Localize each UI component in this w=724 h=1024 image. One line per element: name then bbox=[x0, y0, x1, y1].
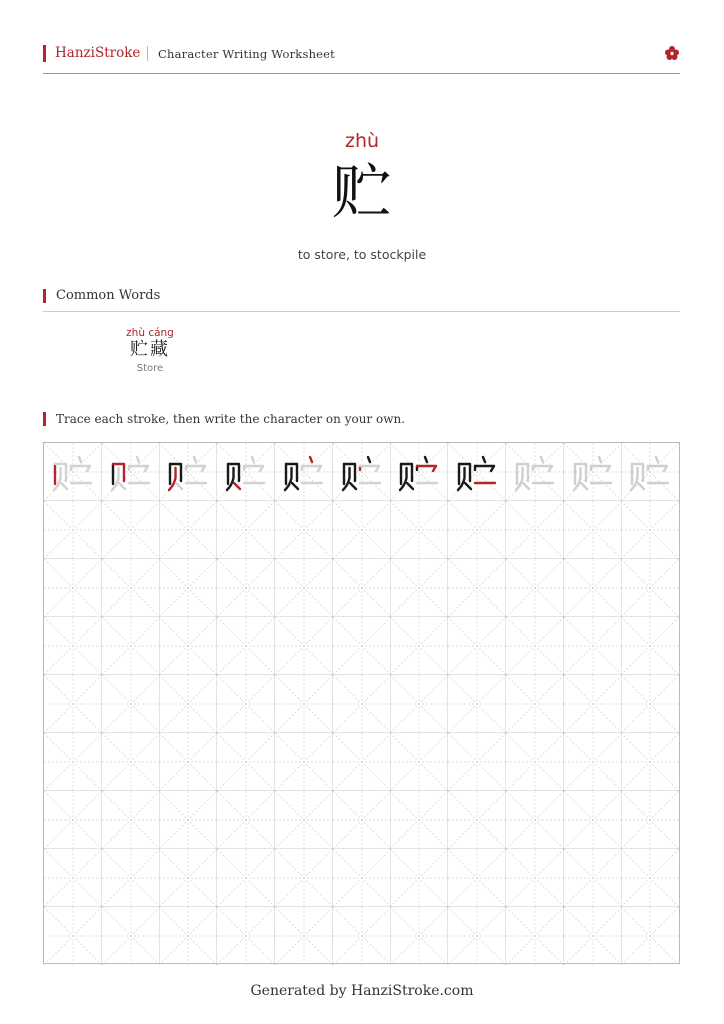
mi-grid-guide bbox=[333, 733, 391, 791]
mi-grid-guide bbox=[44, 559, 102, 617]
practice-cell[interactable] bbox=[102, 559, 160, 617]
practice-cell[interactable] bbox=[275, 559, 333, 617]
practice-cell[interactable] bbox=[275, 907, 333, 965]
practice-cell[interactable] bbox=[564, 733, 622, 791]
practice-cell[interactable] bbox=[390, 675, 448, 733]
mi-grid-guide bbox=[217, 559, 275, 617]
mi-grid-guide bbox=[621, 617, 679, 675]
practice-cell[interactable] bbox=[448, 907, 506, 965]
mi-grid-guide bbox=[506, 675, 564, 733]
practice-cell[interactable] bbox=[102, 501, 160, 559]
practice-cell[interactable] bbox=[217, 559, 275, 617]
practice-cell[interactable] bbox=[217, 501, 275, 559]
practice-cell[interactable] bbox=[102, 791, 160, 849]
practice-cell[interactable] bbox=[102, 907, 160, 965]
practice-cell[interactable] bbox=[333, 501, 391, 559]
practice-cell[interactable] bbox=[44, 559, 102, 617]
character-meaning: to store, to stockpile bbox=[297, 247, 427, 262]
stroke-order-glyph bbox=[448, 443, 506, 501]
stroke-order-row bbox=[44, 443, 679, 501]
word-pinyin: zhù cáng bbox=[126, 327, 174, 339]
brand-name[interactable]: HanziStroke bbox=[55, 45, 141, 61]
mi-grid-guide bbox=[44, 849, 102, 907]
practice-cell[interactable] bbox=[390, 849, 448, 907]
practice-cell[interactable] bbox=[564, 675, 622, 733]
brand-accent-bar bbox=[43, 45, 46, 62]
practice-cell[interactable] bbox=[621, 675, 679, 733]
practice-cell[interactable] bbox=[390, 501, 448, 559]
practice-cell[interactable] bbox=[159, 617, 217, 675]
mi-grid-guide bbox=[275, 559, 333, 617]
practice-cell[interactable] bbox=[333, 791, 391, 849]
mi-grid-guide bbox=[390, 675, 448, 733]
stroke-step-cell[interactable] bbox=[275, 443, 333, 501]
stroke-step-cell[interactable] bbox=[448, 443, 506, 501]
worksheet-header bbox=[43, 44, 680, 74]
stroke-order-glyph bbox=[44, 443, 102, 501]
practice-cell[interactable] bbox=[390, 791, 448, 849]
mi-grid-guide bbox=[333, 907, 391, 965]
mi-grid-guide bbox=[275, 501, 333, 559]
mi-grid-guide bbox=[448, 907, 506, 965]
mi-grid-guide bbox=[275, 791, 333, 849]
mi-grid-guide bbox=[448, 849, 506, 907]
mi-grid-guide bbox=[102, 907, 160, 965]
mi-grid-guide bbox=[159, 791, 217, 849]
word-hanzi: 贮藏 bbox=[130, 339, 170, 360]
stroke-order-glyph bbox=[102, 443, 160, 501]
stroke-step-cell[interactable] bbox=[44, 443, 102, 501]
mi-grid-guide bbox=[390, 733, 448, 791]
practice-cell[interactable] bbox=[275, 617, 333, 675]
mi-grid-guide bbox=[333, 559, 391, 617]
practice-row bbox=[44, 501, 679, 559]
practice-cell[interactable] bbox=[333, 559, 391, 617]
practice-instruction: Trace each stroke, then write the character on your own. bbox=[56, 412, 406, 426]
mi-grid-guide bbox=[564, 907, 622, 965]
practice-row bbox=[44, 559, 679, 617]
trace-glyph bbox=[506, 443, 564, 501]
practice-cell[interactable] bbox=[102, 617, 160, 675]
common-words-title: Common Words bbox=[56, 288, 161, 303]
mi-grid-guide bbox=[333, 501, 391, 559]
practice-cell[interactable] bbox=[390, 617, 448, 675]
mi-grid-guide bbox=[102, 617, 160, 675]
practice-cell[interactable] bbox=[102, 849, 160, 907]
mi-grid-guide bbox=[448, 733, 506, 791]
mi-grid-guide bbox=[102, 849, 160, 907]
mi-grid-guide bbox=[564, 617, 622, 675]
mi-grid-guide bbox=[159, 907, 217, 965]
mi-grid-guide bbox=[44, 907, 102, 965]
practice-row bbox=[44, 733, 679, 791]
practice-cell[interactable] bbox=[275, 849, 333, 907]
mi-grid-guide bbox=[390, 617, 448, 675]
practice-cell[interactable] bbox=[506, 907, 564, 965]
practice-cell[interactable] bbox=[564, 791, 622, 849]
practice-cell[interactable] bbox=[621, 559, 679, 617]
mi-grid-guide bbox=[217, 849, 275, 907]
mi-grid-guide bbox=[44, 733, 102, 791]
mi-grid-guide bbox=[44, 675, 102, 733]
mi-grid-guide bbox=[506, 849, 564, 907]
word-meaning: Store bbox=[136, 362, 164, 374]
practice-cell[interactable] bbox=[506, 617, 564, 675]
mi-grid-guide bbox=[448, 617, 506, 675]
mi-grid-guide bbox=[564, 559, 622, 617]
stroke-step-cell[interactable] bbox=[159, 443, 217, 501]
practice-cell[interactable] bbox=[275, 675, 333, 733]
practice-cell[interactable] bbox=[564, 559, 622, 617]
stroke-order-glyph bbox=[390, 443, 448, 501]
stroke-order-glyph bbox=[159, 443, 217, 501]
mi-grid-guide bbox=[506, 501, 564, 559]
practice-cell[interactable] bbox=[621, 907, 679, 965]
practice-cell[interactable] bbox=[448, 791, 506, 849]
mi-grid-guide bbox=[102, 675, 160, 733]
mi-grid-guide bbox=[621, 907, 679, 965]
mi-grid-guide bbox=[159, 849, 217, 907]
mi-grid-guide bbox=[448, 791, 506, 849]
mi-grid-guide bbox=[275, 733, 333, 791]
stroke-order-glyph bbox=[275, 443, 333, 501]
section-accent-bar bbox=[43, 289, 46, 303]
mi-grid-guide bbox=[333, 791, 391, 849]
practice-cell[interactable] bbox=[275, 791, 333, 849]
practice-cell[interactable] bbox=[44, 733, 102, 791]
mi-grid-guide bbox=[621, 501, 679, 559]
common-word-item[interactable] bbox=[118, 327, 182, 374]
mi-grid-guide bbox=[102, 791, 160, 849]
mi-grid-guide bbox=[621, 559, 679, 617]
practice-cell[interactable] bbox=[44, 849, 102, 907]
mi-grid-guide bbox=[390, 907, 448, 965]
mi-grid-guide bbox=[44, 501, 102, 559]
character-hanzi: 贮 bbox=[332, 158, 392, 228]
mi-grid-guide bbox=[159, 675, 217, 733]
mi-grid-guide bbox=[564, 675, 622, 733]
mi-grid-guide bbox=[217, 791, 275, 849]
practice-cell[interactable] bbox=[217, 791, 275, 849]
practice-cell[interactable] bbox=[217, 617, 275, 675]
practice-row bbox=[44, 675, 679, 733]
practice-cell[interactable] bbox=[506, 559, 564, 617]
practice-cell[interactable] bbox=[333, 675, 391, 733]
stroke-order-glyph bbox=[217, 443, 275, 501]
mi-grid-guide bbox=[275, 675, 333, 733]
trace-cell[interactable] bbox=[506, 443, 564, 501]
practice-cell[interactable] bbox=[333, 617, 391, 675]
practice-row bbox=[44, 617, 679, 675]
practice-cell[interactable] bbox=[333, 907, 391, 965]
mi-grid-guide bbox=[448, 675, 506, 733]
practice-cell[interactable] bbox=[159, 907, 217, 965]
practice-instruction-section bbox=[43, 411, 680, 427]
mi-grid-guide bbox=[217, 501, 275, 559]
practice-cell[interactable] bbox=[621, 791, 679, 849]
practice-cell[interactable] bbox=[102, 675, 160, 733]
practice-cell[interactable] bbox=[217, 849, 275, 907]
practice-cell[interactable] bbox=[217, 675, 275, 733]
mi-grid-guide bbox=[159, 501, 217, 559]
practice-row bbox=[44, 907, 679, 965]
practice-grid bbox=[43, 442, 680, 964]
trace-cell[interactable] bbox=[564, 443, 622, 501]
practice-cell[interactable] bbox=[621, 733, 679, 791]
practice-cell[interactable] bbox=[44, 675, 102, 733]
mi-grid-guide bbox=[217, 617, 275, 675]
practice-cell[interactable] bbox=[564, 907, 622, 965]
practice-cell[interactable] bbox=[564, 849, 622, 907]
practice-cell[interactable] bbox=[621, 617, 679, 675]
practice-cell[interactable] bbox=[506, 675, 564, 733]
practice-row bbox=[44, 791, 679, 849]
mi-grid-guide bbox=[333, 675, 391, 733]
mi-grid-guide bbox=[506, 907, 564, 965]
mi-grid-guide bbox=[564, 501, 622, 559]
practice-cell[interactable] bbox=[275, 501, 333, 559]
practice-cell[interactable] bbox=[159, 849, 217, 907]
mi-grid-guide bbox=[159, 733, 217, 791]
section-accent-bar bbox=[43, 412, 46, 426]
practice-cell[interactable] bbox=[159, 501, 217, 559]
practice-cell[interactable] bbox=[621, 501, 679, 559]
mi-grid-guide bbox=[390, 501, 448, 559]
stroke-order-glyph bbox=[333, 443, 391, 501]
practice-cell[interactable] bbox=[390, 907, 448, 965]
header-divider bbox=[147, 46, 148, 61]
practice-cell[interactable] bbox=[448, 501, 506, 559]
practice-cell[interactable] bbox=[217, 907, 275, 965]
worksheet-subtitle: Character Writing Worksheet bbox=[158, 47, 336, 61]
mi-grid-guide bbox=[159, 617, 217, 675]
character-pinyin: zhù bbox=[344, 130, 380, 152]
mi-grid-guide bbox=[159, 559, 217, 617]
mi-grid-guide bbox=[448, 559, 506, 617]
practice-cell[interactable] bbox=[390, 733, 448, 791]
practice-cell[interactable] bbox=[448, 849, 506, 907]
mi-grid-guide bbox=[275, 617, 333, 675]
practice-cell[interactable] bbox=[159, 791, 217, 849]
mi-grid-guide bbox=[621, 791, 679, 849]
practice-cell[interactable] bbox=[506, 849, 564, 907]
mi-grid-guide bbox=[621, 675, 679, 733]
practice-cell[interactable] bbox=[621, 849, 679, 907]
mi-grid-guide bbox=[102, 501, 160, 559]
practice-cell[interactable] bbox=[448, 733, 506, 791]
practice-cell[interactable] bbox=[217, 733, 275, 791]
trace-glyph bbox=[621, 443, 679, 501]
practice-cell[interactable] bbox=[564, 501, 622, 559]
practice-cell[interactable] bbox=[448, 559, 506, 617]
practice-cell[interactable] bbox=[44, 617, 102, 675]
practice-cell[interactable] bbox=[390, 559, 448, 617]
practice-cell[interactable] bbox=[506, 733, 564, 791]
practice-cell[interactable] bbox=[44, 501, 102, 559]
trace-glyph bbox=[564, 443, 622, 501]
mi-grid-guide bbox=[217, 733, 275, 791]
stroke-step-cell[interactable] bbox=[333, 443, 391, 501]
mi-grid-guide bbox=[44, 791, 102, 849]
mi-grid-guide bbox=[390, 559, 448, 617]
mi-grid-guide bbox=[390, 849, 448, 907]
mi-grid-guide bbox=[217, 675, 275, 733]
mi-grid-guide bbox=[44, 617, 102, 675]
practice-cell[interactable] bbox=[333, 733, 391, 791]
mi-grid-guide bbox=[102, 559, 160, 617]
common-words-section bbox=[43, 288, 680, 312]
stroke-step-cell[interactable] bbox=[102, 443, 160, 501]
mi-grid-guide bbox=[333, 617, 391, 675]
practice-cell[interactable] bbox=[448, 675, 506, 733]
practice-cell[interactable] bbox=[564, 617, 622, 675]
stroke-step-cell[interactable] bbox=[390, 443, 448, 501]
practice-cell[interactable] bbox=[159, 559, 217, 617]
practice-cell[interactable] bbox=[333, 849, 391, 907]
mi-grid-guide bbox=[275, 907, 333, 965]
mi-grid-guide bbox=[564, 733, 622, 791]
practice-cell[interactable] bbox=[448, 617, 506, 675]
practice-cell[interactable] bbox=[102, 733, 160, 791]
mi-grid-guide bbox=[506, 559, 564, 617]
mi-grid-guide bbox=[564, 849, 622, 907]
mi-grid-guide bbox=[506, 617, 564, 675]
mi-grid-guide bbox=[506, 733, 564, 791]
trace-cell[interactable] bbox=[621, 443, 679, 501]
practice-cell[interactable] bbox=[506, 791, 564, 849]
mi-grid-guide bbox=[217, 907, 275, 965]
mi-grid-guide bbox=[621, 849, 679, 907]
mi-grid-guide bbox=[390, 791, 448, 849]
practice-cell[interactable] bbox=[159, 675, 217, 733]
practice-cell[interactable] bbox=[506, 501, 564, 559]
mi-grid-guide bbox=[275, 849, 333, 907]
mi-grid-guide bbox=[102, 733, 160, 791]
practice-cell[interactable] bbox=[44, 907, 102, 965]
stroke-step-cell[interactable] bbox=[217, 443, 275, 501]
mi-grid-guide bbox=[506, 791, 564, 849]
practice-row bbox=[44, 849, 679, 907]
mi-grid-guide bbox=[448, 501, 506, 559]
plum-blossom-icon bbox=[664, 45, 680, 61]
practice-cell[interactable] bbox=[44, 791, 102, 849]
mi-grid-guide bbox=[564, 791, 622, 849]
practice-cell[interactable] bbox=[159, 733, 217, 791]
footer-credit: Generated by HanziStroke.com bbox=[250, 983, 474, 999]
practice-cell[interactable] bbox=[275, 733, 333, 791]
mi-grid-guide bbox=[333, 849, 391, 907]
mi-grid-guide bbox=[621, 733, 679, 791]
